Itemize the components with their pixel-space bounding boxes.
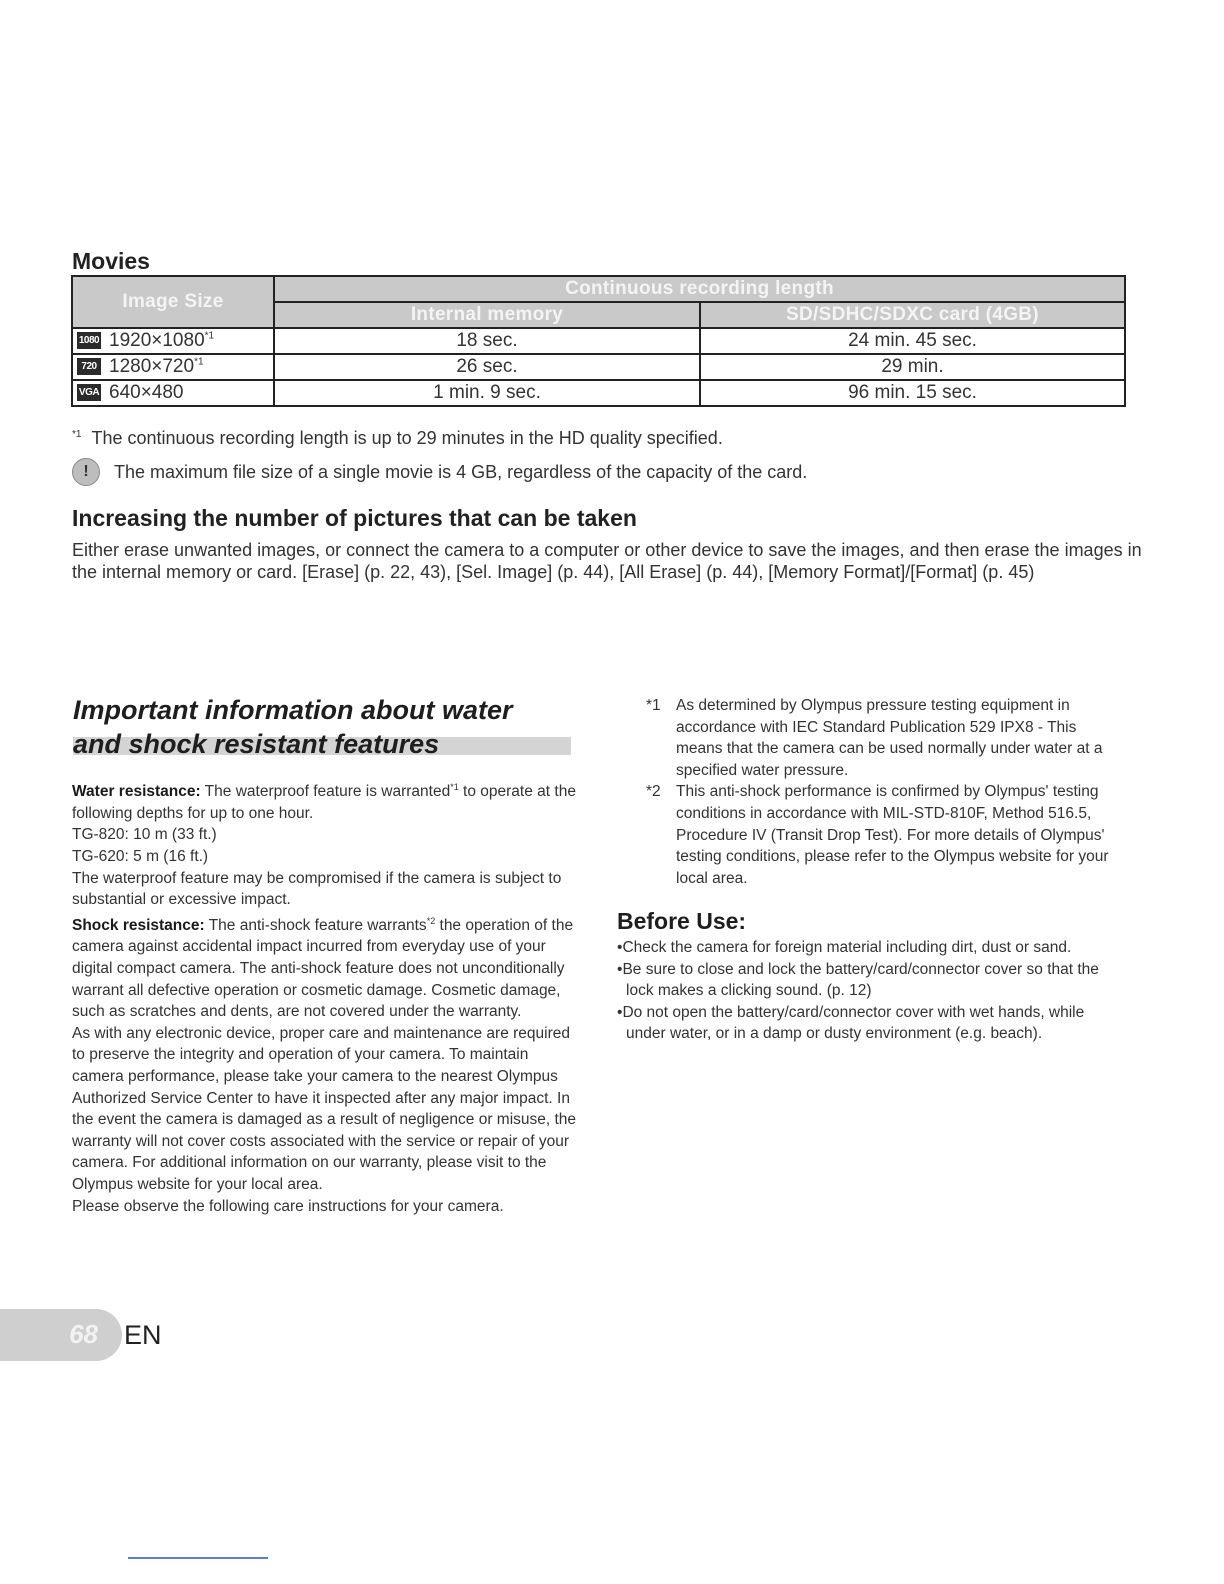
water-text: The waterproof feature is warranted	[200, 783, 451, 801]
image-size-cell	[72, 380, 274, 406]
size-value: 1280×720	[109, 356, 195, 377]
caution-icon: !	[72, 458, 100, 486]
water-text: to operate at the following depths for up to one hour.	[72, 783, 576, 822]
movie-1080-icon: 1080	[77, 332, 101, 349]
care-paragraph: As with any electronic device, proper care and maintenance are required to preserve the integrity and operation of your camera. To maintain camera performance, please take your camera to the nearest Olympus Authorized Service Center to have it inspected after any major impact. In the event the camera is damaged as a result of negligence or misuse, the warranty will not cover costs associated with the service or repair of your camera. For additional information on our warranty, please visit to the Olympus website for your local area.	[72, 1024, 577, 1193]
shock-text: The anti-shock feature warrants	[204, 916, 427, 934]
observe-paragraph: Please observe the following care instructions for your camera.	[72, 1197, 504, 1215]
footnote-ref: *1	[194, 356, 204, 368]
footnote-text: As determined by Olympus pressure testing equipment in accordance with IEC Standard Publication 529 IPX8 - This means that the camera can be used normally under water at a specified water pressure.	[676, 697, 1103, 779]
language-code: EN	[124, 1319, 162, 1350]
water-label: Water resistance:	[72, 783, 201, 801]
tg620-depth: TG-620: 5 m (16 ft.)	[72, 847, 209, 865]
footnote-ref: *2	[426, 915, 436, 926]
internal-memory-cell: 26 sec.	[274, 354, 700, 380]
image-size-cell	[72, 354, 274, 380]
size-value: 1920×1080	[109, 330, 205, 351]
footnote-text: This anti-shock performance is confirmed by Olympus' testing conditions in accordance with MIL-STD-810F, Method 516.5, Procedure IV (Transit Drop Test). For more details of Olympus' testing conditions, please refer to the Olympus website for your local area.	[676, 783, 1109, 887]
important-body	[72, 777, 582, 1217]
image-size-cell	[72, 328, 274, 354]
before-use-list	[617, 937, 1117, 1045]
card-cell: 96 min. 15 sec.	[700, 380, 1125, 406]
tg820-depth: TG-820: 10 m (33 ft.)	[72, 826, 217, 844]
page-number	[0, 1307, 162, 1363]
movies-note	[72, 458, 807, 486]
recording-length-table	[71, 275, 1126, 407]
page-number-badge	[0, 1309, 122, 1361]
internal-memory-cell: 18 sec.	[274, 328, 700, 354]
continuous-length-header: Continuous recording length	[274, 276, 1125, 302]
card-cell: 24 min. 45 sec.	[700, 328, 1125, 354]
shock-label: Shock resistance:	[72, 916, 205, 934]
internal-memory-header: Internal memory	[274, 302, 700, 328]
bottom-rule	[128, 1557, 268, 1559]
footnote-ref: *1	[204, 330, 215, 342]
footnote-ref: *1	[450, 782, 459, 792]
footnote-mark: *1	[72, 429, 82, 440]
card-header: SD/SDHC/SDXC card (4GB)	[700, 302, 1125, 328]
important-heading-line2: and shock resistant features	[73, 729, 440, 759]
list-item: • Be sure to close and lock the battery/card/connector cover so that the lock makes a clicking sound. (p. 12)	[617, 959, 1117, 1002]
image-size-header: Image Size	[72, 276, 274, 328]
shock-text: the operation of the camera against accidental impact incurred from everyday use of your digital compact camera. The anti-shock feature does not unconditionally warrant all defective operation or cosmetic damage. Cosmetic damage, such as scratches and dents, are not covered under the warranty.	[72, 916, 574, 1021]
increasing-heading: Increasing the number of pictures that can be taken	[72, 505, 637, 531]
table-row	[72, 328, 1125, 354]
footnote-text: The continuous recording length is up to 29 minutes in the HD quality specified.	[91, 428, 723, 448]
important-heading-line1: Important information about water	[73, 695, 513, 725]
movie-vga-icon: VGA	[77, 384, 101, 401]
increasing-body: Either erase unwanted images, or connect the camera to a computer or other device to save the images, and then erase the images in the internal memory or card. [Erase] (p. 22, 43), [Sel. Image] (p. 44), [All Erase] (p. 44), [Memory Format]/[Format] (p. 45)	[72, 540, 1142, 582]
page-number-value: 68	[69, 1319, 98, 1349]
size-value: 640×480	[109, 382, 184, 403]
footnote-item	[646, 781, 1126, 889]
footnote-item	[646, 695, 1126, 781]
list-item: • Do not open the battery/card/connector cover with wet hands, while under water, or in a damp or dusty environment (e.g. beach).	[617, 1002, 1117, 1045]
water-resistance-paragraph	[72, 777, 582, 824]
before-use-heading: Before Use:	[617, 908, 747, 934]
movie-720-icon: 720	[77, 358, 101, 375]
table-row	[72, 354, 1125, 380]
water-compromise: The waterproof feature may be compromised if the camera is subject to substantial or excessive impact.	[72, 869, 562, 909]
footnote-mark: *1	[646, 697, 661, 714]
card-cell: 29 min.	[700, 354, 1125, 380]
footnote-mark: *2	[646, 783, 661, 801]
movies-heading: Movies	[72, 248, 150, 274]
note-text: The maximum file size of a single movie is 4 GB, regardless of the capacity of the card.	[114, 461, 808, 482]
list-item: • Check the camera for foreign material including dirt, dust or sand.	[617, 937, 1117, 959]
important-footnotes	[646, 695, 1126, 889]
movies-footnote	[72, 428, 723, 449]
important-heading	[73, 693, 593, 761]
internal-memory-cell: 1 min. 9 sec.	[274, 380, 700, 406]
table-row	[72, 380, 1125, 406]
shock-resistance-paragraph	[72, 911, 582, 1023]
